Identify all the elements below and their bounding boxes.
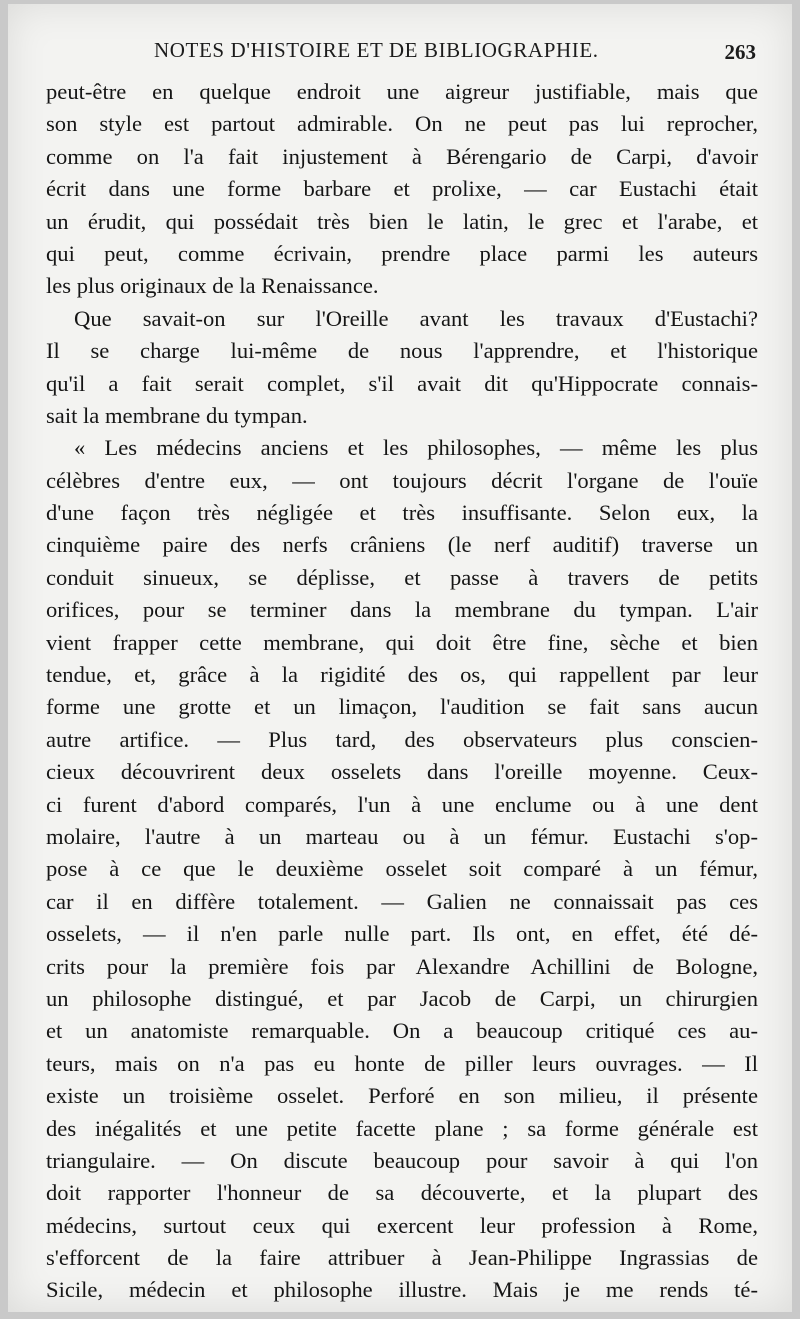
- text-line: orifices, pour se terminer dans la membrane du tympan. L'air: [46, 597, 758, 623]
- text-line: osselets, — il n'en parle nulle part. Ils ont, en effet, été dé-: [46, 921, 758, 947]
- text-line: son style est partout admirable. On ne peut pas lui reprocher,: [46, 111, 758, 137]
- paragraph-start-line: « Les médecins anciens et les philosophes, — même les plus: [74, 435, 758, 461]
- text-line: tendue, et, grâce à la rigidité des os, qui rappellent par leur: [46, 662, 758, 688]
- text-line: cinquième paire des nerfs crâniens (le nerf auditif) traverse un: [46, 532, 758, 558]
- text-line: et un anatomiste remarquable. On a beaucoup critiqué ces au-: [46, 1018, 758, 1044]
- text-line: d'une façon très négligée et très insuffisante. Selon eux, la: [46, 500, 758, 526]
- paragraph-start-line: Que savait-on sur l'Oreille avant les travaux d'Eustachi?: [74, 305, 758, 331]
- text-line: qui peut, comme écrivain, prendre place parmi les auteurs: [46, 240, 758, 266]
- text-line: Sicile, médecin et philosophe illustre. Mais je me rends té-: [46, 1277, 758, 1303]
- text-line: médecins, surtout ceux qui exercent leur profession à Rome,: [46, 1212, 758, 1238]
- text-line: sait la membrane du tympan.: [46, 402, 308, 428]
- text-line: qu'il a fait serait complet, s'il avait dit qu'Hippocrate connais-: [46, 370, 758, 396]
- text-line: célèbres d'entre eux, — ont toujours décrit l'organe de l'ouïe: [46, 467, 758, 493]
- text-line: Il se charge lui-même de nous l'apprendre, et l'historique: [46, 338, 758, 364]
- text-line: car il en diffère totalement. — Galien ne connaissait pas ces: [46, 888, 758, 914]
- book-page: [8, 4, 792, 1312]
- text-line: teurs, mais on n'a pas eu honte de piller leurs ouvrages. — Il: [46, 1050, 758, 1076]
- text-line: cieux découvrirent deux osselets dans l'oreille moyenne. Ceux-: [46, 759, 758, 785]
- text-line: comme on l'a fait injustement à Bérengario de Carpi, d'avoir: [46, 143, 758, 169]
- text-line: des inégalités et une petite facette plane ; sa forme générale est: [46, 1115, 758, 1141]
- text-line: existe un troisième osselet. Perforé en son milieu, il présente: [46, 1083, 758, 1109]
- text-line: peut-être en quelque endroit une aigreur justifiable, mais que: [46, 79, 758, 104]
- text-line: vient frapper cette membrane, qui doit être fine, sèche et bien: [46, 629, 758, 655]
- text-line: conduit sinueux, se déplisse, et passe à travers de petits: [46, 564, 758, 590]
- running-title: NOTES D'HISTOIRE ET DE BIBLIOGRAPHIE.: [154, 38, 599, 62]
- text-line: triangulaire. — On discute beaucoup pour savoir à qui l'on: [46, 1147, 758, 1173]
- text-line: un philosophe distingué, et par Jacob de Carpi, un chirurgien: [46, 985, 758, 1011]
- text-line: pose à ce que le deuxième osselet soit comparé à un fémur,: [46, 856, 758, 882]
- text-line: autre artifice. — Plus tard, des observateurs plus conscien-: [46, 726, 758, 752]
- text-line: doit rapporter l'honneur de sa découverte, et la plupart des: [46, 1180, 758, 1206]
- text-line: un érudit, qui possédait très bien le latin, le grec et l'arabe, et: [46, 208, 758, 234]
- text-line: écrit dans une forme barbare et prolixe, — car Eustachi était: [46, 176, 758, 202]
- page-number: 263: [724, 40, 756, 64]
- text-line: les plus originaux de la Renaissance.: [46, 273, 379, 299]
- text-line: ci furent d'abord comparés, l'un à une enclume ou à une dent: [46, 791, 758, 817]
- text-line: s'efforcent de la faire attribuer à Jean-Philippe Ingrassias de: [46, 1245, 758, 1271]
- running-head: [8, 38, 792, 68]
- text-line: forme une grotte et un limaçon, l'audition se fait sans aucun: [46, 694, 758, 720]
- text-line: crits pour la première fois par Alexandre Achillini de Bologne,: [46, 953, 758, 979]
- body-text: [46, 76, 758, 1307]
- text-line: molaire, l'autre à un marteau ou à un fémur. Eustachi s'op-: [46, 823, 758, 849]
